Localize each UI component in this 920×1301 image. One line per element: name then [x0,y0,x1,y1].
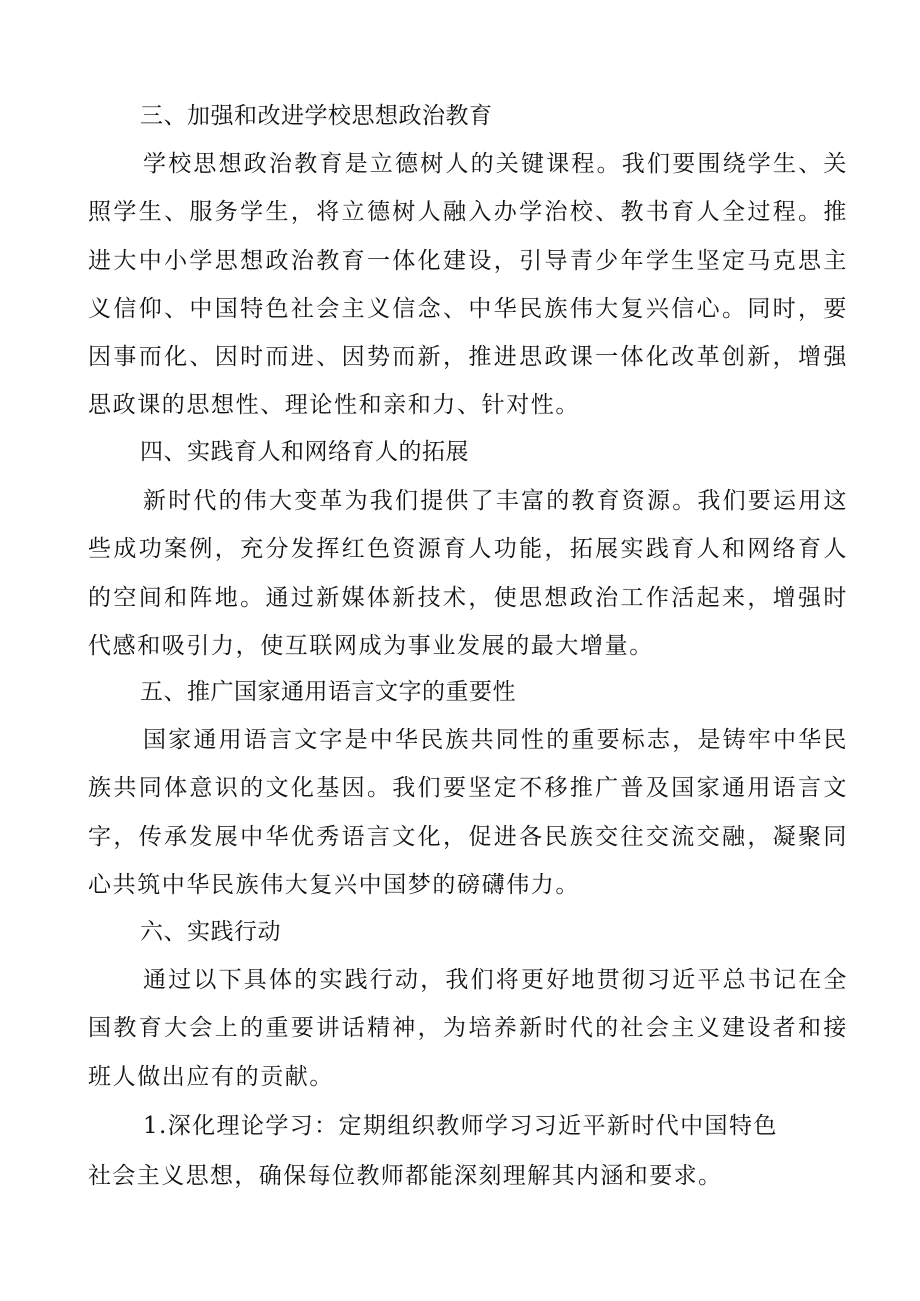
section-heading-4: 四、实践育人和网络育人的拓展 [140,439,469,465]
section-heading-5: 五、推广国家通用语言文字的重要性 [140,679,516,705]
section-heading-3: 三、加强和改进学校思想政治教育 [140,103,493,129]
action-item-1: 1.深化理论学习：定期组织教师学习习近平新时代中国特色社会主义思想，确保每位教师都能深刻理解其内涵和要求。 [88,1113,778,1189]
section-body-3: 学校思想政治教育是立德树人的关键课程。我们要围绕学生、关照学生、服务学生，将立德树人融入办学治校、教书育人全过程。推进大中小学思想政治教育一体化建设，引导青少年学生坚定马克思主义信仰、中国特色社会主义信念、中华民族伟大复兴信心。同时，要因事而化、因时而进、因势而新，推进思政课一体化改革创新，增强思政课的思想性、理论性和亲和力、针对性。 [88,151,848,419]
section-heading-6: 六、实践行动 [140,919,281,945]
section-body-4: 新时代的伟大变革为我们提供了丰富的教育资源。我们要运用这些成功案例，充分发挥红色资源育人功能，拓展实践育人和网络育人的空间和阵地。通过新媒体新技术，使思想政治工作活起来，增强时代感和吸引力，使互联网成为事业发展的最大增量。 [88,488,848,659]
section-body-5: 国家通用语言文字是中华民族共同性的重要标志，是铸牢中华民族共同体意识的文化基因。我们要坚定不移推广普及国家通用语言文字，传承发展中华优秀语言文化，促进各民族交往交流交融，凝聚同心共筑中华民族伟大复兴中国梦的磅礴伟力。 [88,727,848,898]
section-body-6: 通过以下具体的实践行动，我们将更好地贯彻习近平总书记在全国教育大会上的重要讲话精神，为培养新时代的社会主义建设者和接班人做出应有的贡献。 [88,967,848,1090]
